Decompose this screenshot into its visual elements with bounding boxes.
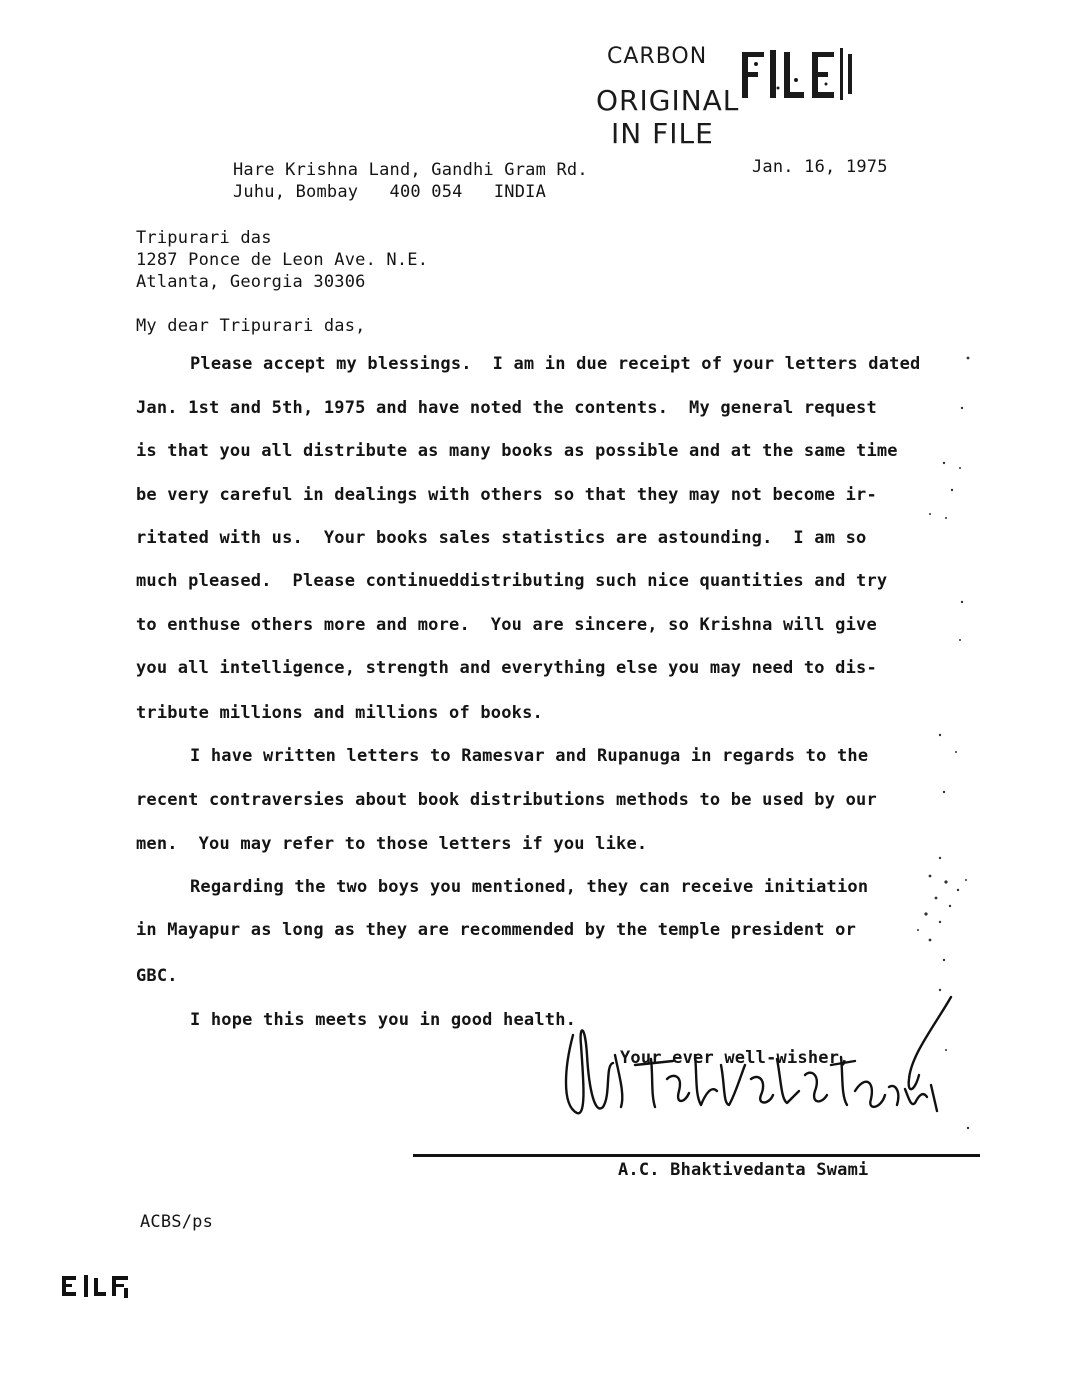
sender-address-line2: Juhu, Bombay 400 054 INDIA (233, 182, 547, 202)
in-file-stamp: IN FILE (611, 117, 714, 150)
recipient-name: Tripurari das (136, 228, 272, 248)
body-line: tribute millions and millions of books. (136, 703, 543, 723)
body-line: GBC. (136, 966, 178, 986)
closing: Your ever well-wisher, (620, 1048, 850, 1068)
body-line: be very careful in dealings with others so that they may not become ir- (136, 485, 877, 505)
body-line: recent contraversies about book distributions methods to be used by our (136, 790, 877, 810)
file-stamp-icon (738, 44, 860, 104)
carbon-stamp: CARBON (607, 44, 708, 69)
file-mark-icon (60, 1272, 140, 1300)
sender-address-line1: Hare Krishna Land, Gandhi Gram Rd. (233, 160, 588, 180)
signature-line (413, 1154, 980, 1157)
original-stamp: ORIGINAL (596, 84, 740, 117)
recipient-city: Atlanta, Georgia 30306 (136, 272, 366, 292)
salutation: My dear Tripurari das, (136, 316, 366, 336)
body-line: Please accept my blessings. I am in due receipt of your letters dated (190, 354, 921, 374)
body-line: you all intelligence, strength and everything else you may need to dis- (136, 658, 877, 678)
handwritten-signature (555, 995, 965, 1145)
letter-date: Jan. 16, 1975 (752, 157, 888, 177)
body-line: in Mayapur as long as they are recommended by the temple president or (136, 920, 857, 940)
body-line: is that you all distribute as many books as possible and at the same time (136, 441, 898, 461)
body-line: ritated with us. Your books sales statistics are astounding. I am so (136, 528, 867, 548)
reference-initials: ACBS/ps (140, 1212, 214, 1232)
body-line: I have written letters to Ramesvar and Rupanuga in regards to the (190, 746, 869, 766)
body-line: Regarding the two boys you mentioned, they can receive initiation (190, 877, 869, 897)
body-line: men. You may refer to those letters if you like. (136, 834, 648, 854)
body-line: I hope this meets you in good health. (190, 1010, 577, 1030)
recipient-street: 1287 Ponce de Leon Ave. N.E. (136, 250, 429, 270)
body-line: Jan. 1st and 5th, 1975 and have noted the contents. My general request (136, 398, 877, 418)
body-line: much pleased. Please continueddistributing such nice quantities and try (136, 571, 888, 591)
body-line: to enthuse others more and more. You are sincere, so Krishna will give (136, 615, 877, 635)
signature-name: A.C. Bhaktivedanta Swami (618, 1160, 869, 1180)
